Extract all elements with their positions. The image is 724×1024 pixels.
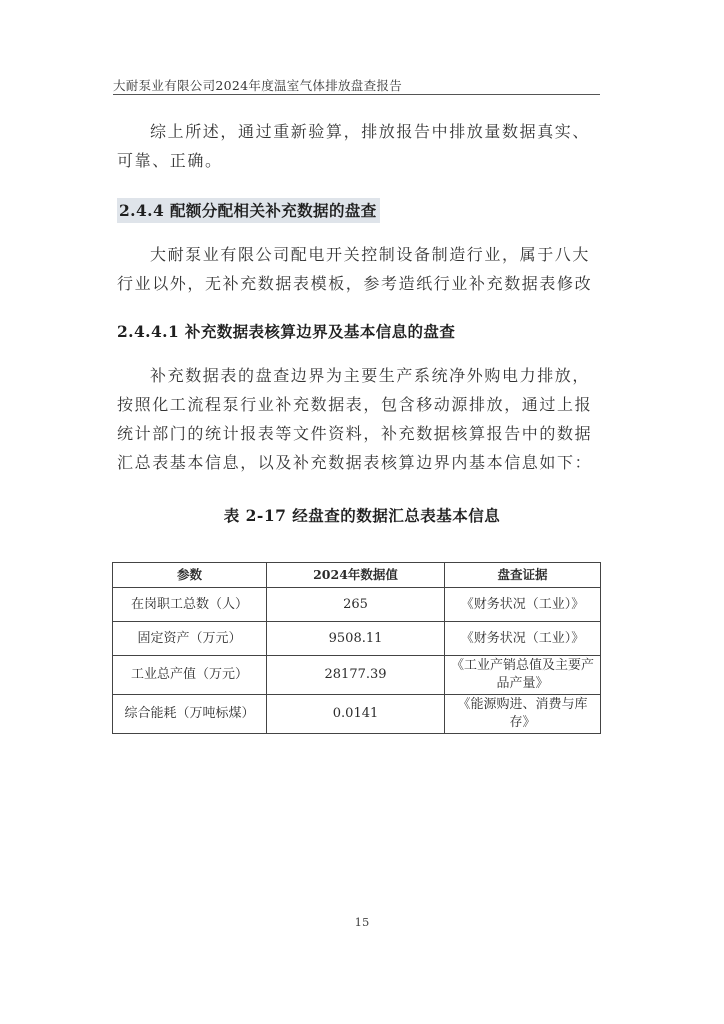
- cell-param: 在岗职工总数（人）: [113, 588, 267, 622]
- header-param: 参数: [113, 563, 267, 588]
- boundary-paragraph: 补充数据表的盘查边界为主要生产系统净外购电力排放，按照化工流程泵行业补充数据表，包含移动源排放，通过上报统计部门的统计报表等文件资料，补充数据核算报告中的数据汇总表基本信息，以及补充数据表核算边界内基本信息如下：: [117, 366, 593, 472]
- cell-evidence: 《财务状况（工业）》: [444, 622, 600, 656]
- cell-value: 265: [267, 588, 445, 622]
- industry-paragraph: 大耐泵业有限公司配电开关控制设备制造行业，属于八大行业以外，无补充数据表模板，参考造纸行业补充数据表修改: [117, 245, 593, 293]
- cell-evidence: 《财务状况（工业）》: [444, 588, 600, 622]
- section-heading-2-4-4: [117, 199, 380, 221]
- table-row: [113, 656, 601, 695]
- section-heading-2-4-4-1: 2.4.4.1 补充数据表核算边界及基本信息的盘查: [117, 322, 456, 341]
- table-row: [113, 622, 601, 656]
- header-rule: [113, 94, 600, 95]
- cell-param: 工业总产值（万元）: [113, 656, 267, 695]
- cell-value: 0.0141: [267, 695, 445, 734]
- header-evidence: 盘查证据: [444, 563, 600, 588]
- cell-value: 9508.11: [267, 622, 445, 656]
- cell-value: 28177.39: [267, 656, 445, 695]
- table-row: [113, 695, 601, 734]
- cell-param: 固定资产（万元）: [113, 622, 267, 656]
- cell-param: 综合能耗（万吨标煤）: [113, 695, 267, 734]
- cell-evidence: 《工业产销总值及主要产品产量》: [444, 656, 600, 695]
- running-header: 大耐泵业有限公司2024年度温室气体排放盘查报告: [113, 78, 403, 93]
- section-heading-2-4-4-text: 2.4.4 配额分配相关补充数据的盘查: [117, 198, 380, 223]
- table-caption: 表 2-17 经盘查的数据汇总表基本信息: [223, 506, 501, 525]
- page-number: 15: [354, 915, 370, 929]
- data-summary-table: [112, 562, 601, 734]
- table-header-row: [113, 563, 601, 588]
- table-row: [113, 588, 601, 622]
- conclusion-paragraph: 综上所述，通过重新验算，排放报告中排放量数据真实、可靠、正确。: [117, 122, 591, 170]
- cell-evidence: 《能源购进、消费与库存》: [444, 695, 600, 734]
- header-value: 2024年数据值: [267, 563, 445, 588]
